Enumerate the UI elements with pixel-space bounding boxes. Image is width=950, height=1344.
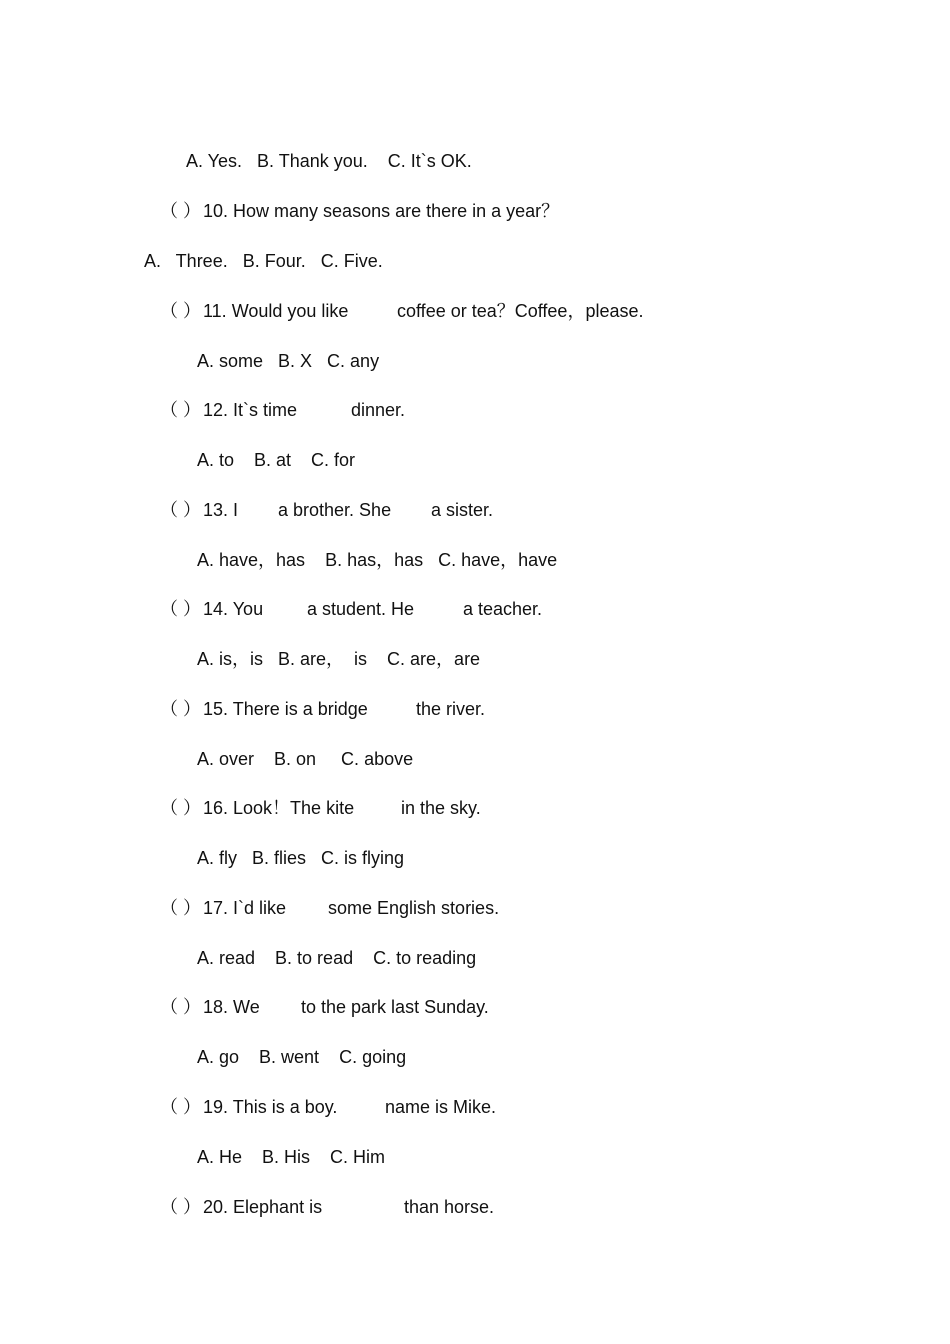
q15-answer-bracket: （ ） xyxy=(160,699,202,719)
q20-answer-bracket: （ ） xyxy=(160,1197,202,1217)
q16-text-part1: 16. Look！The kite xyxy=(203,798,355,818)
q16-answer-bracket: （ ） xyxy=(160,798,202,818)
q9-options: A. Yes. B. Thank you. C. It`s OK. xyxy=(186,151,472,171)
q20-text-part1: 20. Elephant is xyxy=(203,1197,323,1217)
q11-text-part1: 11. Would you like xyxy=(203,301,349,321)
q13-text-part1: 13. I xyxy=(203,500,239,520)
q18-text-part1: 18. We xyxy=(203,997,260,1017)
q13-options: A. have，has B. has，has C. have，have xyxy=(197,550,558,570)
q14-text-part3: a teacher. xyxy=(463,599,543,619)
q20-text-part2: than horse. xyxy=(404,1197,495,1217)
q13-text-part3: a sister. xyxy=(431,500,494,520)
q18-options: A. go B. went C. going xyxy=(197,1047,407,1067)
q11-text-part2: coffee or tea？Coffee，please. xyxy=(397,301,644,321)
q17-answer-bracket: （ ） xyxy=(160,898,202,918)
q17-options: A. read B. to read C. to reading xyxy=(197,948,477,968)
q12-options: A. to B. at C. for xyxy=(197,450,356,470)
q18-text-part2: to the park last Sunday. xyxy=(301,997,489,1017)
q15-text-part1: 15. There is a bridge xyxy=(203,699,368,719)
q18-answer-bracket: （ ） xyxy=(160,997,202,1017)
q17-text-part1: 17. I`d like xyxy=(203,898,287,918)
q12-answer-bracket: （ ） xyxy=(160,400,202,420)
q11-options: A. some B. X C. any xyxy=(197,351,380,371)
q15-options: A. over B. on C. above xyxy=(197,749,414,769)
q19-options: A. He B. His C. Him xyxy=(197,1147,386,1167)
q12-text-part2: dinner. xyxy=(351,400,406,420)
q10-options: A. Three. B. Four. C. Five. xyxy=(144,251,383,271)
q14-options: A. is，is B. are， is C. are，are xyxy=(197,649,481,669)
q10-text: 10. How many seasons are there in a year？ xyxy=(203,201,560,221)
q14-text-part1: 14. You xyxy=(203,599,264,619)
q19-text-part2: name is Mike. xyxy=(385,1097,497,1117)
q17-text-part2: some English stories. xyxy=(328,898,500,918)
q19-answer-bracket: （ ） xyxy=(160,1097,202,1117)
q16-options: A. fly B. flies C. is flying xyxy=(197,848,405,868)
q14-answer-bracket: （ ） xyxy=(160,599,202,619)
q13-text-part2: a brother. She xyxy=(278,500,392,520)
q16-text-part2: in the sky. xyxy=(401,798,481,818)
q13-answer-bracket: （ ） xyxy=(160,500,202,520)
q11-answer-bracket: （ ） xyxy=(160,301,202,321)
q10-answer-bracket: （ ） xyxy=(160,201,202,221)
q14-text-part2: a student. He xyxy=(307,599,415,619)
q15-text-part2: the river. xyxy=(416,699,486,719)
q12-text-part1: 12. It`s time xyxy=(203,400,298,420)
q20-question xyxy=(160,1196,495,1284)
q19-text-part1: 19. This is a boy. xyxy=(203,1097,338,1117)
